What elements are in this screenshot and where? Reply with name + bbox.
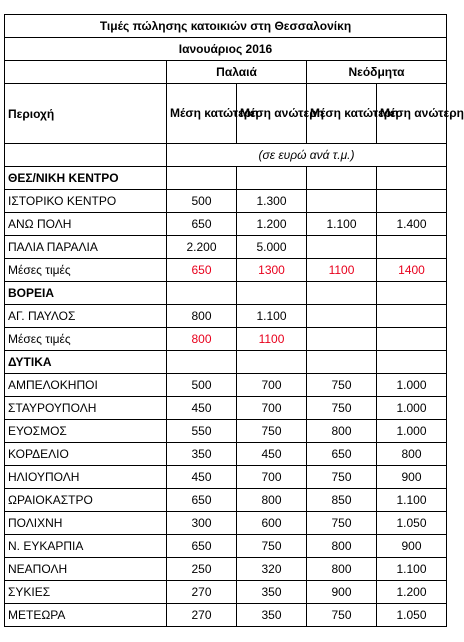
- empty-cell: [377, 282, 447, 305]
- average-row: [5, 328, 447, 351]
- average-row: [5, 259, 447, 282]
- price-old-max: 1.100: [237, 305, 307, 328]
- empty-cell: [307, 351, 377, 374]
- price-old-min: 800: [167, 305, 237, 328]
- price-old-max: 700: [237, 397, 307, 420]
- price-new-max: [377, 305, 447, 328]
- table-row: [5, 305, 447, 328]
- price-new-max: [377, 236, 447, 259]
- price-new-max: 800: [377, 443, 447, 466]
- area-column-header: Περιοχή: [5, 84, 167, 144]
- price-new-max: 1.000: [377, 374, 447, 397]
- price-new-max: 1.050: [377, 604, 447, 627]
- price-new-max: 900: [377, 535, 447, 558]
- section-title: ΒΟΡΕΙΑ: [5, 282, 167, 305]
- price-old-max: 1300: [237, 259, 307, 282]
- column-header-row: [5, 84, 447, 144]
- price-old-max: 700: [237, 374, 307, 397]
- price-new-min: 1100: [307, 259, 377, 282]
- area-name: ΩΡΑΙΟΚΑΣΤΡΟ: [5, 489, 167, 512]
- price-old-max: 1.200: [237, 213, 307, 236]
- title-row: [5, 15, 447, 38]
- price-old-min: 650: [167, 213, 237, 236]
- area-name: ΠΟΛΙΧΝΗ: [5, 512, 167, 535]
- area-name: ΑΝΩ ΠΟΛΗ: [5, 213, 167, 236]
- empty-cell: [167, 351, 237, 374]
- price-old-max: 700: [237, 466, 307, 489]
- empty-cell: [237, 167, 307, 190]
- price-old-max: 750: [237, 535, 307, 558]
- table-row: [5, 236, 447, 259]
- price-new-min: [307, 328, 377, 351]
- price-old-max: 600: [237, 512, 307, 535]
- table-row: [5, 420, 447, 443]
- price-new-max: 1.000: [377, 420, 447, 443]
- table-row: [5, 558, 447, 581]
- old-min-header: Μέση κατώτερη: [167, 84, 237, 144]
- price-old-min: 2.200: [167, 236, 237, 259]
- table-row: [5, 466, 447, 489]
- price-old-min: 450: [167, 397, 237, 420]
- price-new-max: 1.100: [377, 558, 447, 581]
- price-old-max: 320: [237, 558, 307, 581]
- price-old-min: 350: [167, 443, 237, 466]
- price-new-max: 1.100: [377, 489, 447, 512]
- empty-cell: [307, 167, 377, 190]
- price-new-min: 800: [307, 535, 377, 558]
- price-new-min: [307, 236, 377, 259]
- section-header-row: [5, 167, 447, 190]
- price-old-max: 350: [237, 581, 307, 604]
- price-new-max: 1.200: [377, 581, 447, 604]
- area-name: ΝΕΑΠΟΛΗ: [5, 558, 167, 581]
- average-label: Μέσες τιμές: [5, 328, 167, 351]
- price-new-min: [307, 190, 377, 213]
- empty-cell: [237, 282, 307, 305]
- empty-cell: [377, 351, 447, 374]
- table-date: Ιανουάριος 2016: [5, 38, 447, 61]
- table-title: Τιμές πώλησης κατοικιών στη Θεσσαλονίκη: [5, 15, 447, 38]
- empty-cell: [167, 282, 237, 305]
- section-header-row: [5, 282, 447, 305]
- price-new-max: 1400: [377, 259, 447, 282]
- price-old-max: 5.000: [237, 236, 307, 259]
- price-new-min: 750: [307, 374, 377, 397]
- price-old-min: 270: [167, 581, 237, 604]
- section-header-row: [5, 351, 447, 374]
- price-old-max: 750: [237, 420, 307, 443]
- unit-note: (σε ευρώ ανά τ.μ.): [167, 144, 447, 167]
- date-row: [5, 38, 447, 61]
- price-old-min: 450: [167, 466, 237, 489]
- price-old-min: 650: [167, 259, 237, 282]
- empty-cell: [237, 351, 307, 374]
- price-old-min: 270: [167, 604, 237, 627]
- area-name: ΜΕΤΕΩΡΑ: [5, 604, 167, 627]
- price-old-max: 1100: [237, 328, 307, 351]
- price-new-min: 650: [307, 443, 377, 466]
- empty-cell: [5, 144, 167, 167]
- group-header-row: [5, 61, 447, 84]
- area-name: ΣΥΚΙΕΣ: [5, 581, 167, 604]
- area-name: Ν. ΕΥΚΑΡΠΙΑ: [5, 535, 167, 558]
- table-row: [5, 489, 447, 512]
- old-max-header: Μέση ανώτερη: [237, 84, 307, 144]
- table-row: [5, 374, 447, 397]
- table-row: [5, 190, 447, 213]
- price-old-max: 800: [237, 489, 307, 512]
- empty-cell: [167, 167, 237, 190]
- price-old-max: 1.300: [237, 190, 307, 213]
- price-new-max: [377, 190, 447, 213]
- section-title: ΔΥΤΙΚΑ: [5, 351, 167, 374]
- price-new-min: 750: [307, 512, 377, 535]
- price-old-min: 650: [167, 489, 237, 512]
- area-name: ΑΓ. ΠΑΥΛΟΣ: [5, 305, 167, 328]
- area-name: ΑΜΠΕΛΟΚΗΠΟΙ: [5, 374, 167, 397]
- price-new-min: 1.100: [307, 213, 377, 236]
- price-new-min: [307, 305, 377, 328]
- table-row: [5, 213, 447, 236]
- price-table: [4, 14, 464, 627]
- price-new-min: 850: [307, 489, 377, 512]
- area-name: ΣΤΑΥΡΟΥΠΟΛΗ: [5, 397, 167, 420]
- price-new-min: 750: [307, 466, 377, 489]
- area-name: ΙΣΤΟΡΙΚΟ ΚΕΝΤΡΟ: [5, 190, 167, 213]
- price-new-min: 900: [307, 581, 377, 604]
- price-old-min: 500: [167, 374, 237, 397]
- price-old-max: 450: [237, 443, 307, 466]
- unit-row: [5, 144, 447, 167]
- area-name: ΗΛΙΟΥΠΟΛΗ: [5, 466, 167, 489]
- price-new-max: 1.400: [377, 213, 447, 236]
- table-row: [5, 443, 447, 466]
- price-new-max: [377, 328, 447, 351]
- price-sheet: [4, 14, 464, 627]
- table-row: [5, 581, 447, 604]
- average-label: Μέσες τιμές: [5, 259, 167, 282]
- price-old-min: 300: [167, 512, 237, 535]
- table-row: [5, 604, 447, 627]
- area-name: ΚΟΡΔΕΛΙΟ: [5, 443, 167, 466]
- price-old-min: 650: [167, 535, 237, 558]
- group-new-header: Νεόδμητα: [307, 61, 447, 84]
- new-max-header: Μέση ανώτερη: [377, 84, 447, 144]
- area-name: ΕΥΟΣΜΟΣ: [5, 420, 167, 443]
- new-min-header: Μέση κατώτερη: [307, 84, 377, 144]
- price-old-max: 350: [237, 604, 307, 627]
- group-old-header: Παλαιά: [167, 61, 307, 84]
- section-title: ΘΕΣ/ΝΙΚΗ ΚΕΝΤΡΟ: [5, 167, 167, 190]
- price-old-min: 800: [167, 328, 237, 351]
- table-row: [5, 397, 447, 420]
- empty-cell: [377, 167, 447, 190]
- table-row: [5, 512, 447, 535]
- price-old-min: 250: [167, 558, 237, 581]
- price-new-min: 800: [307, 558, 377, 581]
- price-new-min: 750: [307, 397, 377, 420]
- empty-cell: [307, 282, 377, 305]
- price-new-min: 800: [307, 420, 377, 443]
- price-old-min: 550: [167, 420, 237, 443]
- price-old-min: 500: [167, 190, 237, 213]
- area-name: ΠΑΛΙΑ ΠΑΡΑΛΙΑ: [5, 236, 167, 259]
- table-row: [5, 535, 447, 558]
- price-new-max: 1.050: [377, 512, 447, 535]
- empty-cell: [5, 61, 167, 84]
- price-new-min: 750: [307, 604, 377, 627]
- price-new-max: 1.000: [377, 397, 447, 420]
- price-new-max: 900: [377, 466, 447, 489]
